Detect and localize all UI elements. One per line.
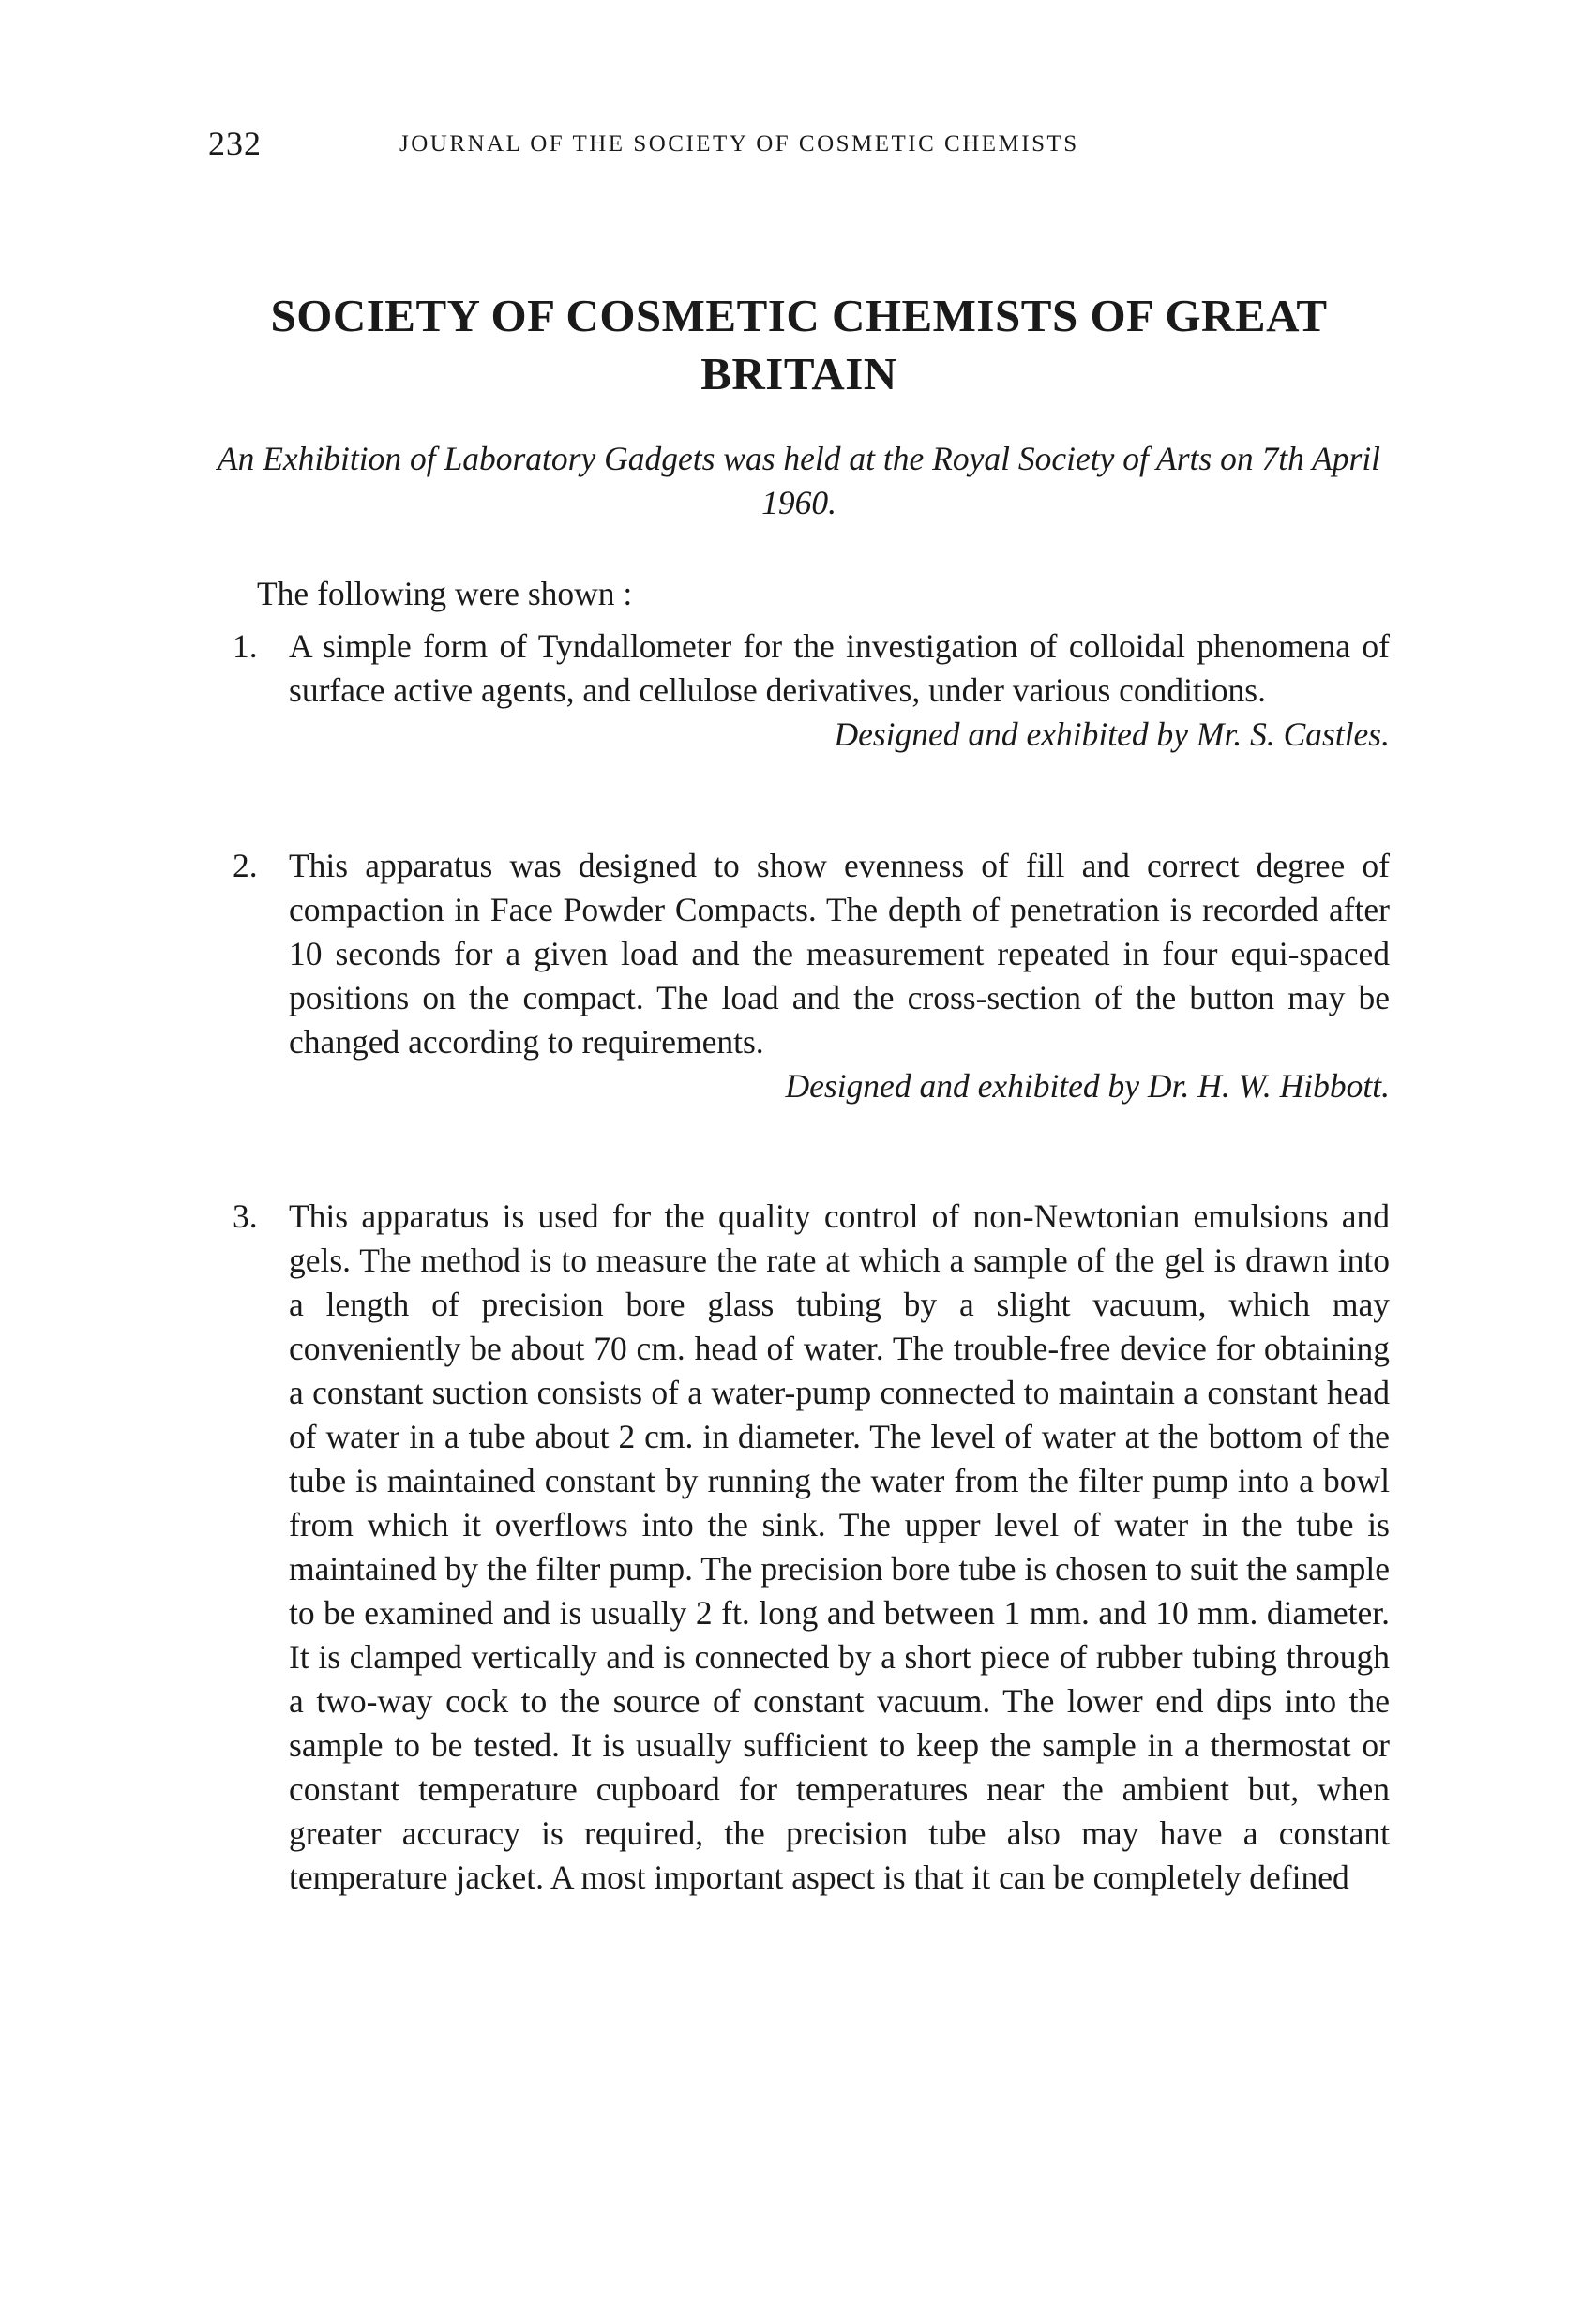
entry-number: 1. [233,627,258,665]
entry-description: This apparatus is used for the quality control of non-Newtonian emulsions and gels. The method is to measure the rate at which a sample of the gel is drawn into a length of precision bore glass tubing by a slight vacuum, which may conveniently be about 70 cm. head of water. The trouble-free device for obtaining a constant suction consists of a water-pump connected to maintain a constant head of water in a tube about 2 cm. in diameter. The level of water at the bottom of the tube is maintained constant by running the water from the filter pump into a bowl from which it overflows into the sink. The upper level of water in the tube is maintained by the filter pump. The precision bore tube is chosen to suit the sample to be examined and is usually 2 ft. long and between 1 mm. and 10 mm. diameter. It is clamped vertically and is connected by a short piece of rubber tubing through a two-way cock to the source of constant vacuum. The lower end dips into the sample to be tested. It is usually sufficient to keep the sample in a thermostat or constant temperature cupboard for temperatures near the ambient but, when greater accuracy is required, the precision tube also may have a constant temperature jacket. A most important aspect is that it can be completely defined [289,1197,1390,1896]
lead-in-text: The following were shown : [257,575,633,612]
entry-credit: Designed and exhibited by Mr. S. Castles. [834,715,1390,753]
article-title: SOCIETY OF COSMETIC CHEMISTS OF GREAT BRITAIN [270,290,1328,399]
exhibit-entry-3 [233,1195,1390,1900]
entry-number: 2. [233,847,258,884]
page-number: 232 [208,125,262,162]
entry-description: This apparatus was designed to show evenness of fill and correct degree of compaction in Face Powder Compacts. The depth of penetration is recorded after 10 seconds for a given load and the measurement repeated in four equi-spaced positions on the compact. The load and the cross-section of the button may be changed according to requirements. [289,847,1390,1061]
exhibit-entry-1 [233,625,1390,757]
entry-number: 3. [233,1197,258,1235]
exhibit-entry-2 [233,844,1390,1108]
entry-description: A simple form of Tyndallometer for the investigation of colloidal phenomena of surface active agents, and cellulose derivatives, under various conditions. [289,627,1390,709]
running-head [208,124,1390,165]
journal-title: JOURNAL OF THE SOCIETY OF COSMETIC CHEMISTS [399,131,1079,157]
intro-paragraph: An Exhibition of Laboratory Gadgets was held at the Royal Society of Arts on 7th April 1960. [217,440,1381,521]
entry-credit: Designed and exhibited by Dr. H. W. Hibbott. [785,1067,1390,1105]
